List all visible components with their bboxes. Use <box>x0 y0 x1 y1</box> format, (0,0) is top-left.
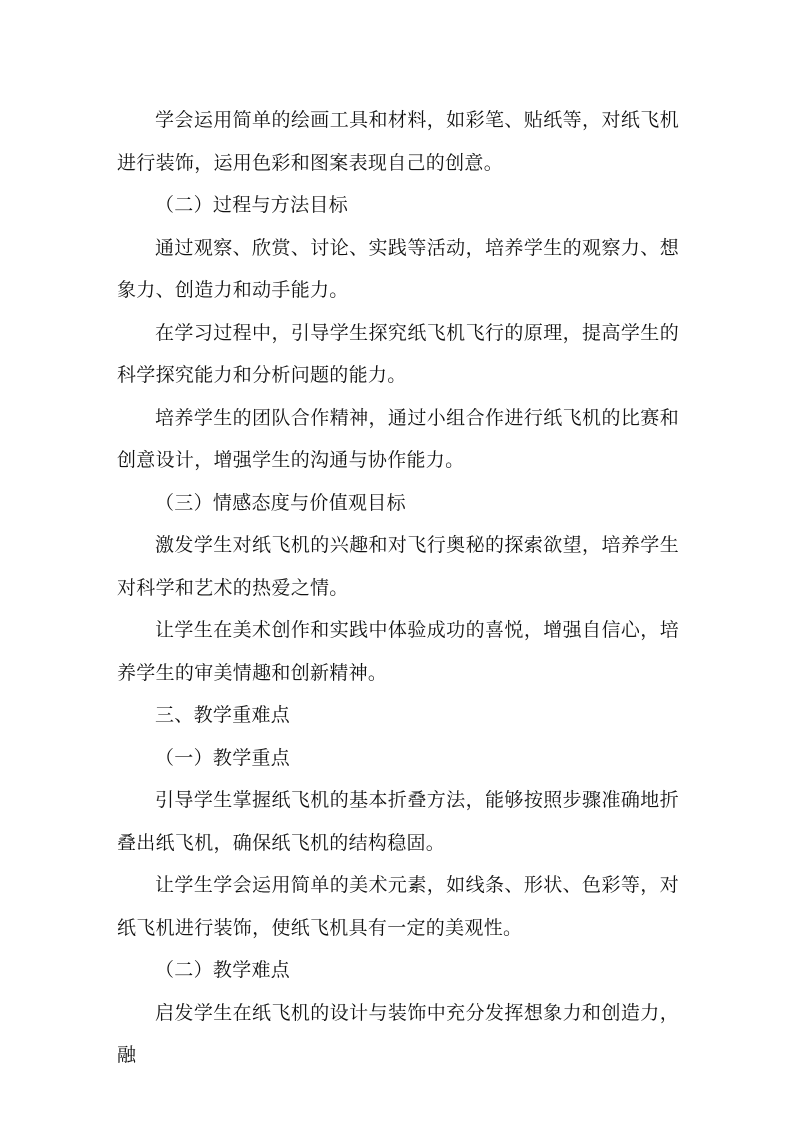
paragraph-interest: 激发学生对纸飞机的兴趣和对飞行奥秘的探索欲望，培养学生对科学和艺术的热爱之情。 <box>117 534 679 599</box>
paragraph-success-joy: 让学生在美术创作和实践中体验成功的喜悦，增强自信心，培养学生的审美情趣和创新精神。 <box>117 619 679 684</box>
heading-teaching-difficulties: （二）教学难点 <box>155 959 291 981</box>
heading-process-method-goals: （二）过程与方法目标 <box>155 194 349 216</box>
paragraph-creativity: 启发学生在纸飞机的设计与装饰中充分发挥想象力和创造力，融 <box>117 1001 679 1066</box>
paragraph-observation-activities: 通过观察、欣赏、讨论、实践等活动，培养学生的观察力、想象力、创造力和动手能力。 <box>117 236 679 301</box>
paragraph-decoration-goal: 学会运用简单的绘画工具和材料，如彩笔、贴纸等，对纸飞机进行装饰，运用色彩和图案表现自己的创意。 <box>117 109 679 174</box>
paragraph-flight-principle: 在学习过程中，引导学生探究纸飞机飞行的原理，提高学生的科学探究能力和分析问题的能力。 <box>117 321 679 386</box>
heading-teaching-key-points: （一）教学重点 <box>155 746 291 769</box>
document-body <box>117 99 679 1077</box>
heading-key-difficult-points: 三、教学重难点 <box>155 704 291 726</box>
paragraph-folding-method: 引导学生掌握纸飞机的基本折叠方法，能够按照步骤准确地折叠出纸飞机，确保纸飞机的结构稳固。 <box>117 789 679 854</box>
paragraph-art-elements: 让学生学会运用简单的美术元素，如线条、形状、色彩等，对纸飞机进行装饰，使纸飞机具有一定的美观性。 <box>117 874 679 939</box>
paragraph-teamwork: 培养学生的团队合作精神，通过小组合作进行纸飞机的比赛和创意设计，增强学生的沟通与协作能力。 <box>117 406 679 471</box>
heading-emotion-values-goals: （三）情感态度与价值观目标 <box>155 491 406 514</box>
